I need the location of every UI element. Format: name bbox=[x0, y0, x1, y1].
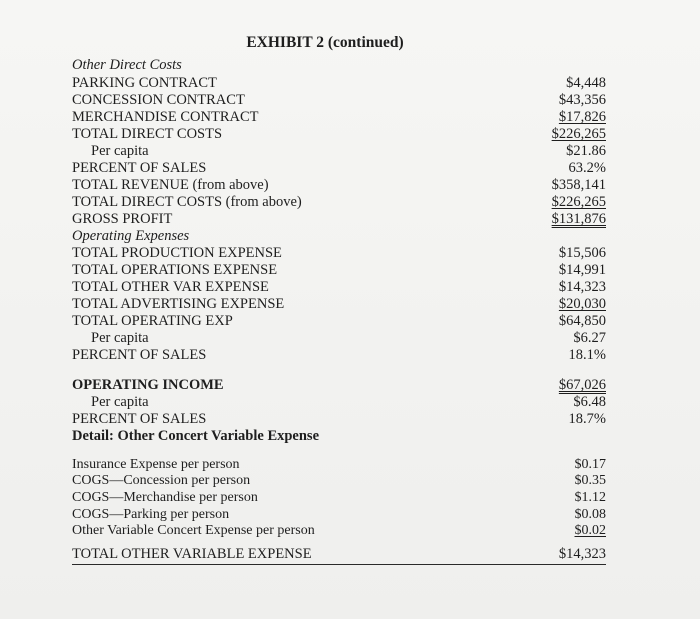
row-value: $14,323 bbox=[558, 546, 606, 562]
row-value: $67,026 bbox=[558, 377, 606, 393]
section-heading-variable-detail bbox=[72, 428, 606, 445]
section-heading-direct-costs bbox=[72, 57, 606, 74]
section-heading-operating-expenses bbox=[72, 228, 606, 245]
row-cogs-merchandise bbox=[72, 489, 606, 506]
row-value: $1.12 bbox=[574, 490, 606, 505]
row-label: TOTAL OPERATIONS EXPENSE bbox=[72, 262, 278, 278]
row-label: PERCENT OF SALES bbox=[72, 411, 207, 427]
row-concession-contract bbox=[72, 92, 606, 109]
row-label: Other Variable Concert Expense per person bbox=[72, 523, 315, 538]
row-total-other-variable-expense bbox=[72, 546, 606, 563]
row-label: TOTAL PRODUCTION EXPENSE bbox=[72, 245, 282, 261]
row-label: MERCHANDISE CONTRACT bbox=[72, 109, 259, 125]
row-label: Insurance Expense per person bbox=[72, 457, 240, 472]
row-label: COGS—Concession per person bbox=[72, 473, 251, 488]
row-value: $226,265 bbox=[551, 126, 606, 142]
row-label: PERCENT OF SALES bbox=[72, 347, 207, 363]
row-label: Per capita bbox=[91, 143, 149, 159]
row-parking-contract bbox=[72, 75, 606, 92]
row-direct-percent-of-sales bbox=[72, 160, 606, 177]
row-total-operating-exp bbox=[72, 313, 606, 330]
row-value: $20,030 bbox=[558, 296, 606, 312]
row-value: 18.7% bbox=[568, 411, 606, 427]
row-label: CONCESSION CONTRACT bbox=[72, 92, 245, 108]
row-label: TOTAL OTHER VARIABLE EXPENSE bbox=[72, 546, 312, 562]
row-value: $15,506 bbox=[558, 245, 606, 261]
section-heading-label: Other Direct Costs bbox=[72, 57, 182, 73]
row-merchandise-contract bbox=[72, 109, 606, 126]
row-value: $21.86 bbox=[566, 143, 606, 159]
row-total-operations-expense bbox=[72, 262, 606, 279]
row-label: TOTAL OPERATING EXP bbox=[72, 313, 233, 329]
row-value: 18.1% bbox=[568, 347, 606, 363]
row-value: $0.35 bbox=[574, 473, 606, 488]
row-cogs-parking bbox=[72, 506, 606, 523]
row-total-direct-costs bbox=[72, 126, 606, 143]
row-operating-per-capita bbox=[72, 330, 606, 347]
row-label: OPERATING INCOME bbox=[72, 377, 224, 393]
row-income-per-capita bbox=[72, 394, 606, 411]
row-label: TOTAL REVENUE (from above) bbox=[72, 177, 269, 193]
row-value: $4,448 bbox=[566, 75, 606, 91]
row-label: PARKING CONTRACT bbox=[72, 75, 217, 91]
row-label: GROSS PROFIT bbox=[72, 211, 173, 227]
row-label: COGS—Parking per person bbox=[72, 507, 230, 522]
row-total-direct-costs-from-above bbox=[72, 194, 606, 211]
row-label: TOTAL DIRECT COSTS (from above) bbox=[72, 194, 302, 210]
section-heading-label: Detail: Other Concert Variable Expense bbox=[72, 428, 320, 444]
row-cogs-concession bbox=[72, 472, 606, 489]
row-value: $64,850 bbox=[558, 313, 606, 329]
row-label: PERCENT OF SALES bbox=[72, 160, 207, 176]
row-direct-per-capita bbox=[72, 143, 606, 160]
row-label: COGS—Merchandise per person bbox=[72, 490, 258, 505]
row-value: $226,265 bbox=[551, 194, 606, 210]
row-insurance-expense bbox=[72, 456, 606, 473]
row-value: $14,323 bbox=[558, 279, 606, 295]
row-operating-percent-of-sales bbox=[72, 347, 606, 364]
row-value: $131,876 bbox=[551, 211, 606, 227]
row-value: $43,356 bbox=[558, 92, 606, 108]
row-total-revenue bbox=[72, 177, 606, 194]
total-underline-rule bbox=[72, 564, 606, 565]
row-label: TOTAL OTHER VAR EXPENSE bbox=[72, 279, 269, 295]
row-value: $358,141 bbox=[551, 177, 606, 193]
row-value: 63.2% bbox=[568, 160, 606, 176]
row-value: $6.27 bbox=[573, 330, 606, 346]
row-total-advertising-expense bbox=[72, 296, 606, 313]
row-label: Per capita bbox=[91, 330, 149, 346]
row-value: $0.17 bbox=[574, 457, 606, 472]
row-value: $17,826 bbox=[558, 109, 606, 125]
row-value: $0.02 bbox=[574, 523, 606, 538]
row-other-variable-concert-expense bbox=[72, 522, 606, 539]
row-label: Per capita bbox=[91, 394, 149, 410]
row-total-other-var-expense bbox=[72, 279, 606, 296]
row-value: $0.08 bbox=[574, 507, 606, 522]
row-label: TOTAL DIRECT COSTS bbox=[72, 126, 223, 142]
row-label: TOTAL ADVERTISING EXPENSE bbox=[72, 296, 285, 312]
exhibit-title: EXHIBIT 2 (continued) bbox=[246, 34, 404, 51]
row-total-production-expense bbox=[72, 245, 606, 262]
row-value: $14,991 bbox=[558, 262, 606, 278]
row-income-percent-of-sales bbox=[72, 411, 606, 428]
row-value: $6.48 bbox=[573, 394, 606, 410]
section-heading-label: Operating Expenses bbox=[72, 228, 190, 244]
row-operating-income bbox=[72, 377, 606, 394]
row-gross-profit bbox=[72, 211, 606, 228]
